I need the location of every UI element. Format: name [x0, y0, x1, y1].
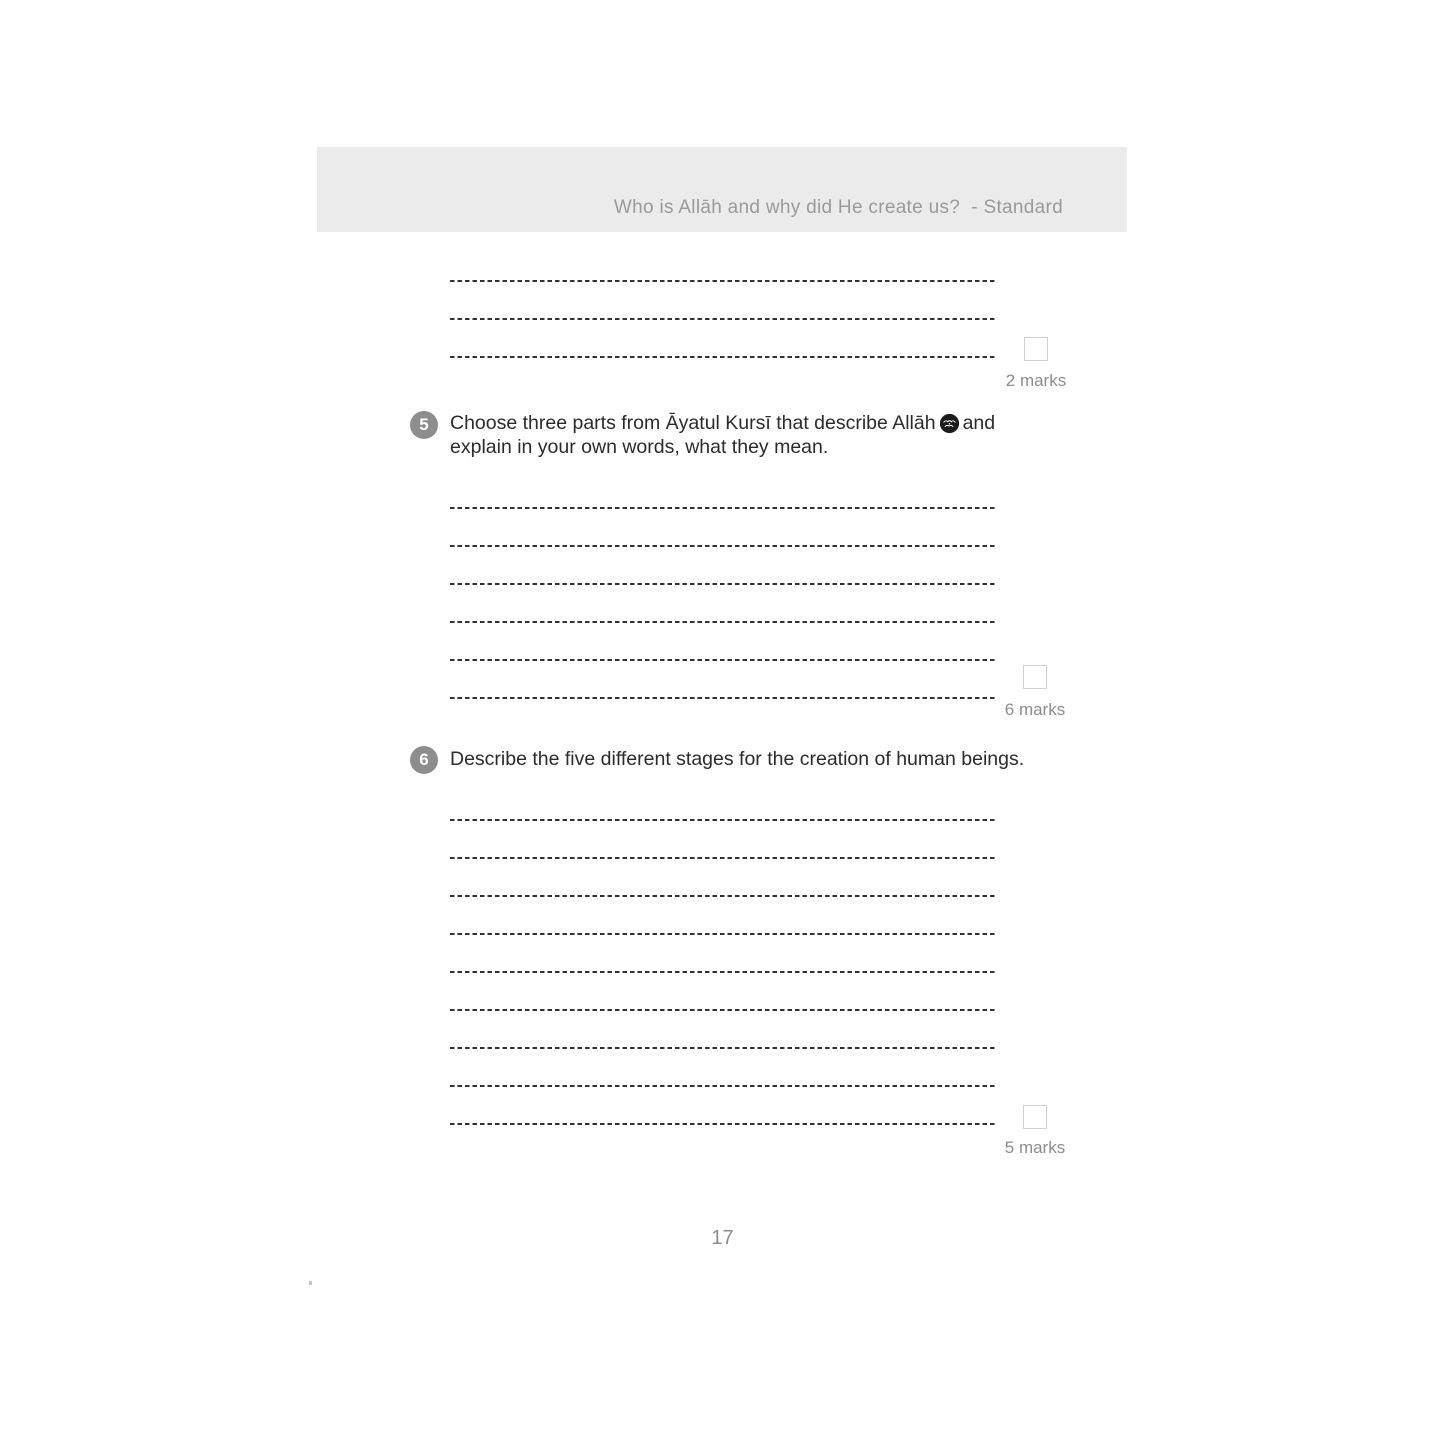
question-5-text-before: Choose three parts from Āyatul Kursī that describe Allāh: [450, 412, 936, 434]
answer-line[interactable]: [450, 933, 995, 935]
print-artifact-dot: [309, 1281, 312, 1285]
question-text: Describe the five different stages for the creation of human beings.: [450, 748, 1025, 770]
answer-line[interactable]: [450, 1009, 995, 1011]
answer-line[interactable]: [450, 318, 995, 320]
question-number-badge: 5: [410, 411, 438, 439]
page-number: 17: [711, 1227, 734, 1249]
marks-checkbox[interactable]: [1023, 665, 1047, 689]
marks-label: 5 marks: [1004, 1138, 1066, 1157]
marks-checkbox[interactable]: [1024, 337, 1048, 361]
marks-checkbox[interactable]: [1023, 1105, 1047, 1129]
answer-line[interactable]: [450, 971, 995, 973]
marks-label: 6 marks: [1004, 700, 1066, 719]
answer-lines-question-5[interactable]: [450, 507, 995, 699]
answer-line[interactable]: [450, 356, 995, 358]
answer-line[interactable]: [450, 1085, 995, 1087]
answer-line[interactable]: [450, 895, 995, 897]
answer-line[interactable]: [450, 1123, 995, 1125]
question-text: [450, 412, 1025, 459]
answer-line[interactable]: [450, 545, 995, 547]
chapter-header-bar: [317, 147, 1127, 232]
answer-line[interactable]: [450, 583, 995, 585]
answer-line[interactable]: [450, 621, 995, 623]
subhanahu-wa-taala-icon: [939, 413, 960, 434]
answer-lines-question-6[interactable]: [450, 819, 995, 1125]
answer-lines-previous-question[interactable]: [450, 280, 995, 358]
answer-line[interactable]: [450, 280, 995, 282]
chapter-title: Who is Allāh and why did He create us? - Standard: [613, 197, 1063, 218]
answer-line[interactable]: [450, 819, 995, 821]
answer-line[interactable]: [450, 507, 995, 509]
marks-label: 2 marks: [1005, 371, 1067, 390]
answer-line[interactable]: [450, 659, 995, 661]
question-number-badge: 6: [410, 746, 438, 774]
question-5-text-after: and explain in your own words, what they mean.: [450, 412, 996, 458]
answer-line[interactable]: [450, 857, 995, 859]
answer-line[interactable]: [450, 1047, 995, 1049]
answer-line[interactable]: [450, 697, 995, 699]
